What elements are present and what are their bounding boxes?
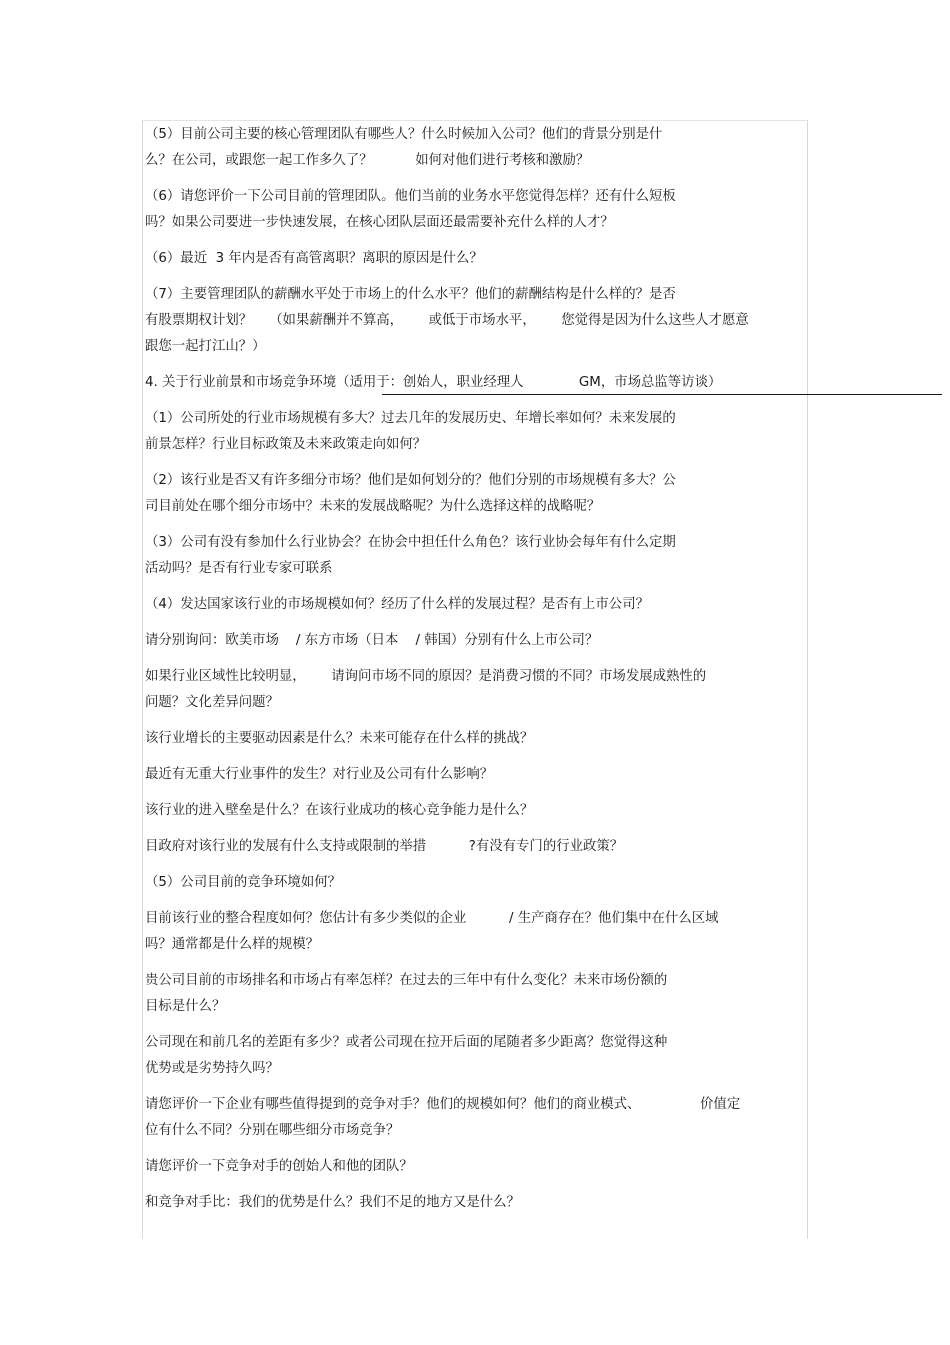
- text-line: （2）该行业是否又有许多细分市场？他们是如何划分的？他们分别的市场规模有多大？公: [145, 473, 676, 488]
- paragraph-gap: [145, 716, 805, 726]
- paragraph-gap: [145, 752, 805, 762]
- paragraph-gap: [145, 618, 805, 628]
- paragraph-gap: [145, 958, 805, 968]
- text-line: 4. 关于行业前景和市场竞争环境（适用于：创始人，职业经理人 GM，市场总监等访谈）: [145, 375, 722, 390]
- text-line: 吗？如果公司要进一步快速发展，在核心团队层面还最需要补充什么样的人才？: [145, 215, 614, 230]
- paragraph: [145, 726, 805, 752]
- text-line: （3）公司有没有参加什么行业协会？在协会中担任什么角色？该行业协会每年有什么定期: [145, 535, 676, 550]
- text-line: 目标是什么？: [145, 999, 226, 1014]
- text-line: 前景怎样？行业目标政策及未来政策走向如何？: [145, 437, 427, 452]
- text-line: 公司现在和前几名的差距有多少？或者公司现在拉开后面的尾随者多少距离？您觉得这种: [145, 1035, 668, 1050]
- paragraph-gap: [145, 174, 805, 184]
- paragraph: [145, 1030, 805, 1082]
- paragraph-gap: [145, 236, 805, 246]
- text-line: 最近有无重大行业事件的发生？对行业及公司有什么影响？: [145, 767, 494, 782]
- heading-underline: [382, 394, 942, 395]
- paragraph-gap: [145, 824, 805, 834]
- text-line: 请您评价一下企业有哪些值得提到的竞争对手？他们的规模如何？他们的商业模式、 价值定: [145, 1097, 741, 1112]
- paragraph-gap: [145, 1180, 805, 1190]
- paragraph: [145, 1190, 805, 1216]
- text-line: 该行业的进入壁垒是什么？在该行业成功的核心竞争能力是什么？: [145, 803, 534, 818]
- paragraph: [145, 122, 805, 174]
- text-line: 贵公司目前的市场排名和市场占有率怎样？在过去的三年中有什么变化？未来市场份额的: [145, 973, 668, 988]
- paragraph-gap: [145, 360, 805, 370]
- text-line: 请分别询问：欧美市场 / 东方市场（日本 / 韩国）分别有什么上市公司？: [145, 633, 599, 648]
- paragraph: [145, 628, 805, 654]
- text-line: 位有什么不同？分别在哪些细分市场竞争？: [145, 1123, 400, 1138]
- text-line: （6）最近 3 年内是否有高管离职？离职的原因是什么？: [145, 251, 483, 266]
- section-heading: [145, 370, 805, 396]
- text-line: （5）目前公司主要的核心管理团队有哪些人？什么时候加入公司？他们的背景分别是什: [145, 127, 663, 142]
- paragraph-gap: [145, 1020, 805, 1030]
- paragraph: [145, 664, 805, 716]
- text-line: 如果行业区域性比较明显， 请询问市场不同的原因？是消费习惯的不同？市场发展成熟性的: [145, 669, 707, 684]
- paragraph-gap: [145, 272, 805, 282]
- text-line: 目政府对该行业的发展有什么支持或限制的举措 ?有没有专门的行业政策？: [145, 839, 624, 854]
- text-line: （4）发达国家该行业的市场规模如何？经历了什么样的发展过程？是否有上市公司？: [145, 597, 649, 612]
- paragraph: [145, 406, 805, 458]
- text-line: 么？在公司，或跟您一起工作多久了？ 如何对他们进行考核和激励？: [145, 153, 590, 168]
- paragraph: [145, 246, 805, 272]
- text-line: （1）公司所处的行业市场规模有多大？过去几年的发展历史、年增长率如何？未来发展的: [145, 411, 676, 426]
- text-line: 目前该行业的整合程度如何？您估计有多少类似的企业 / 生产商存在？他们集中在什么区域: [145, 911, 719, 926]
- text-line: 和竞争对手比：我们的优势是什么？我们不足的地方又是什么？: [145, 1195, 520, 1210]
- paragraph-gap: [145, 788, 805, 798]
- paragraph: [145, 468, 805, 520]
- text-line: 有股票期权计划？ （如果薪酬并不算高， 或低于市场水平， 您觉得是因为什么这些人才愿意: [145, 313, 749, 328]
- paragraph: [145, 184, 805, 236]
- paragraph: [145, 834, 805, 860]
- text-line: 吗？通常都是什么样的规模？: [145, 937, 320, 952]
- text-line: 优势或是劣势持久吗？: [145, 1061, 279, 1076]
- paragraph-gap: [145, 860, 805, 870]
- paragraph-gap: [145, 520, 805, 530]
- paragraph-gap: [145, 1144, 805, 1154]
- document-body: [145, 122, 805, 1216]
- text-line: 问题？文化差异问题？: [145, 695, 279, 710]
- text-line: 司目前处在哪个细分市场中？未来的发展战略呢？为什么选择这样的战略呢？: [145, 499, 601, 514]
- paragraph-gap: [145, 896, 805, 906]
- paragraph: [145, 762, 805, 788]
- paragraph-gap: [145, 582, 805, 592]
- text-line: （7）主要管理团队的薪酬水平处于市场上的什么水平？他们的薪酬结构是什么样的？是否: [145, 287, 676, 302]
- paragraph-gap: [145, 458, 805, 468]
- paragraph: [145, 1154, 805, 1180]
- paragraph: [145, 282, 805, 360]
- paragraph-gap: [145, 396, 805, 406]
- text-line: （5）公司目前的竞争环境如何？: [145, 875, 341, 890]
- paragraph: [145, 1092, 805, 1144]
- paragraph: [145, 798, 805, 824]
- text-line: 活动吗？是否有行业专家可联系: [145, 561, 333, 576]
- text-line: 该行业增长的主要驱动因素是什么？未来可能存在什么样的挑战？: [145, 731, 534, 746]
- paragraph-gap: [145, 654, 805, 664]
- paragraph-gap: [145, 1082, 805, 1092]
- paragraph: [145, 968, 805, 1020]
- paragraph: [145, 870, 805, 896]
- text-line: 跟您一起打江山？）: [145, 339, 266, 354]
- text-line: 请您评价一下竞争对手的创始人和他的团队？: [145, 1159, 413, 1174]
- paragraph: [145, 592, 805, 618]
- paragraph: [145, 906, 805, 958]
- text-line: （6）请您评价一下公司目前的管理团队。他们当前的业务水平您觉得怎样？还有什么短板: [145, 189, 676, 204]
- paragraph: [145, 530, 805, 582]
